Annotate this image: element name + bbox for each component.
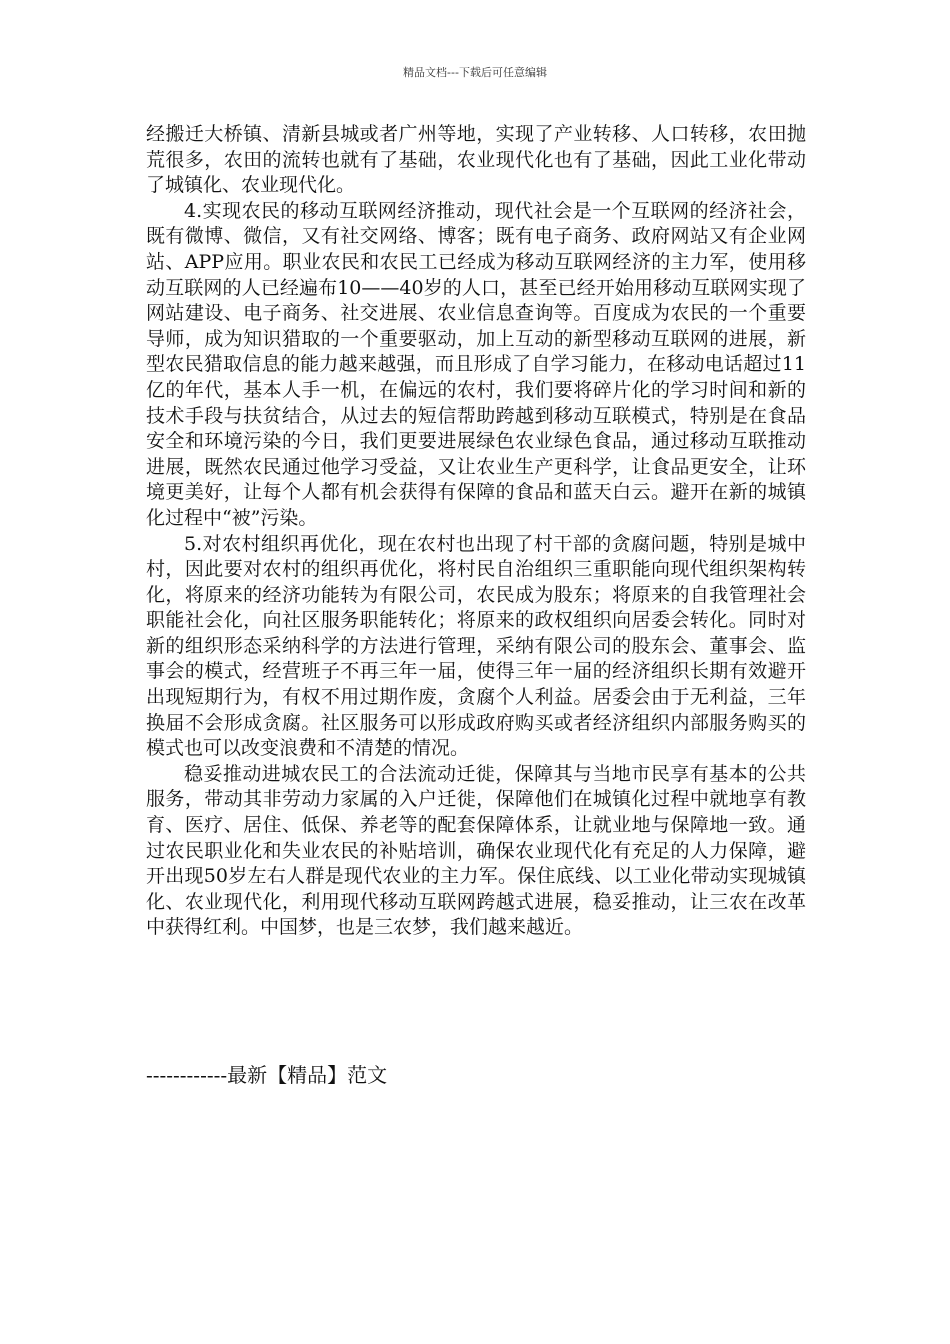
- document-body: [146, 122, 806, 941]
- footer-tagline: ------------最新【精品】范文: [146, 1063, 388, 1087]
- paragraph-migrant-workers: 稳妥推动进城农民工的合法流动迁徙，保障其与当地市民享有基本的公共服务，带动其非劳动力家属的入户迁徙，保障他们在城镇化过程中就地享有教育、医疗、居住、低保、养老等的配套保障体系，让就业地与保障地一致。通过农民职业化和失业农民的补贴培训，确保农业现代化有充足的人力保障，避开出现50岁左右人群是现代农业的主力军。保住底线、以工业化带动实现城镇化、农业现代化，利用现代移动互联网跨越式进展，稳妥推动，让三农在改革中获得红利。中国梦，也是三农梦，我们越来越近。: [146, 762, 806, 939]
- paragraph-rural-organization: 5.对农村组织再优化，现在农村也出现了村干部的贪腐问题，特别是城中村，因此要对农村的组织再优化，将村民自治组织三重职能向现代组织架构转化，将原来的经济功能转为有限公司，农民成为股东；将原来的自我管理社会职能社会化，向社区服务职能转化；将原来的政权组织向居委会转化。同时对新的组织形态采纳科学的方法进行管理，采纳有限公司的股东会、董事会、监事会的模式，经营班子不再三年一届，使得三年一届的经济组织长期有效避开出现短期行为，有权不用过期作废，贪腐个人利益。居委会由于无利益，三年换届不会形成贪腐。社区服务可以形成政府购买或者经济组织内部服务购买的模式也可以改变浪费和不清楚的情况。: [146, 532, 806, 760]
- paragraph-mobile-internet: 4.实现农民的移动互联网经济推动，现代社会是一个互联网的经济社会，既有微博、微信，又有社交网络、博客；既有电子商务、政府网站又有企业网站、APP应用。职业农民和农民工已经成为移动互联网经济的主力军，使用移动互联网的人已经遍布10——40岁的人口，甚至已经开始用移动互联网实现了网站建设、电子商务、社交进展、农业信息查询等。百度成为农民的一个重要导师，成为知识猎取的一个重要驱动，加上互动的新型移动互联网的进展，新型农民猎取信息的能力越来越强，而且形成了自学习能力，在移动电话超过11亿的年代，基本人手一机，在偏远的农村，我们要将碎片化的学习时间和新的技术手段与扶贫结合，从过去的短信帮助跨越到移动互联模式，特别是在食品安全和环境污染的今日，我们更要进展绿色农业绿色食品，通过移动互联推动进展，既然农民通过他学习受益，又让农业生产更科学，让食品更安全，让环境更美好，让每个人都有机会获得有保障的食品和蓝天白云。避开在新的城镇化过程中“被”污染。: [146, 199, 806, 529]
- page-header: 精品文档---下载后可任意编辑: [403, 66, 547, 79]
- paragraph-continuation: 经搬迁大桥镇、清新县城或者广州等地，实现了产业转移、人口转移，农田抛荒很多，农田的流转也就有了基础，农业现代化也有了基础，因此工业化带动了城镇化、农业现代化。: [146, 123, 806, 197]
